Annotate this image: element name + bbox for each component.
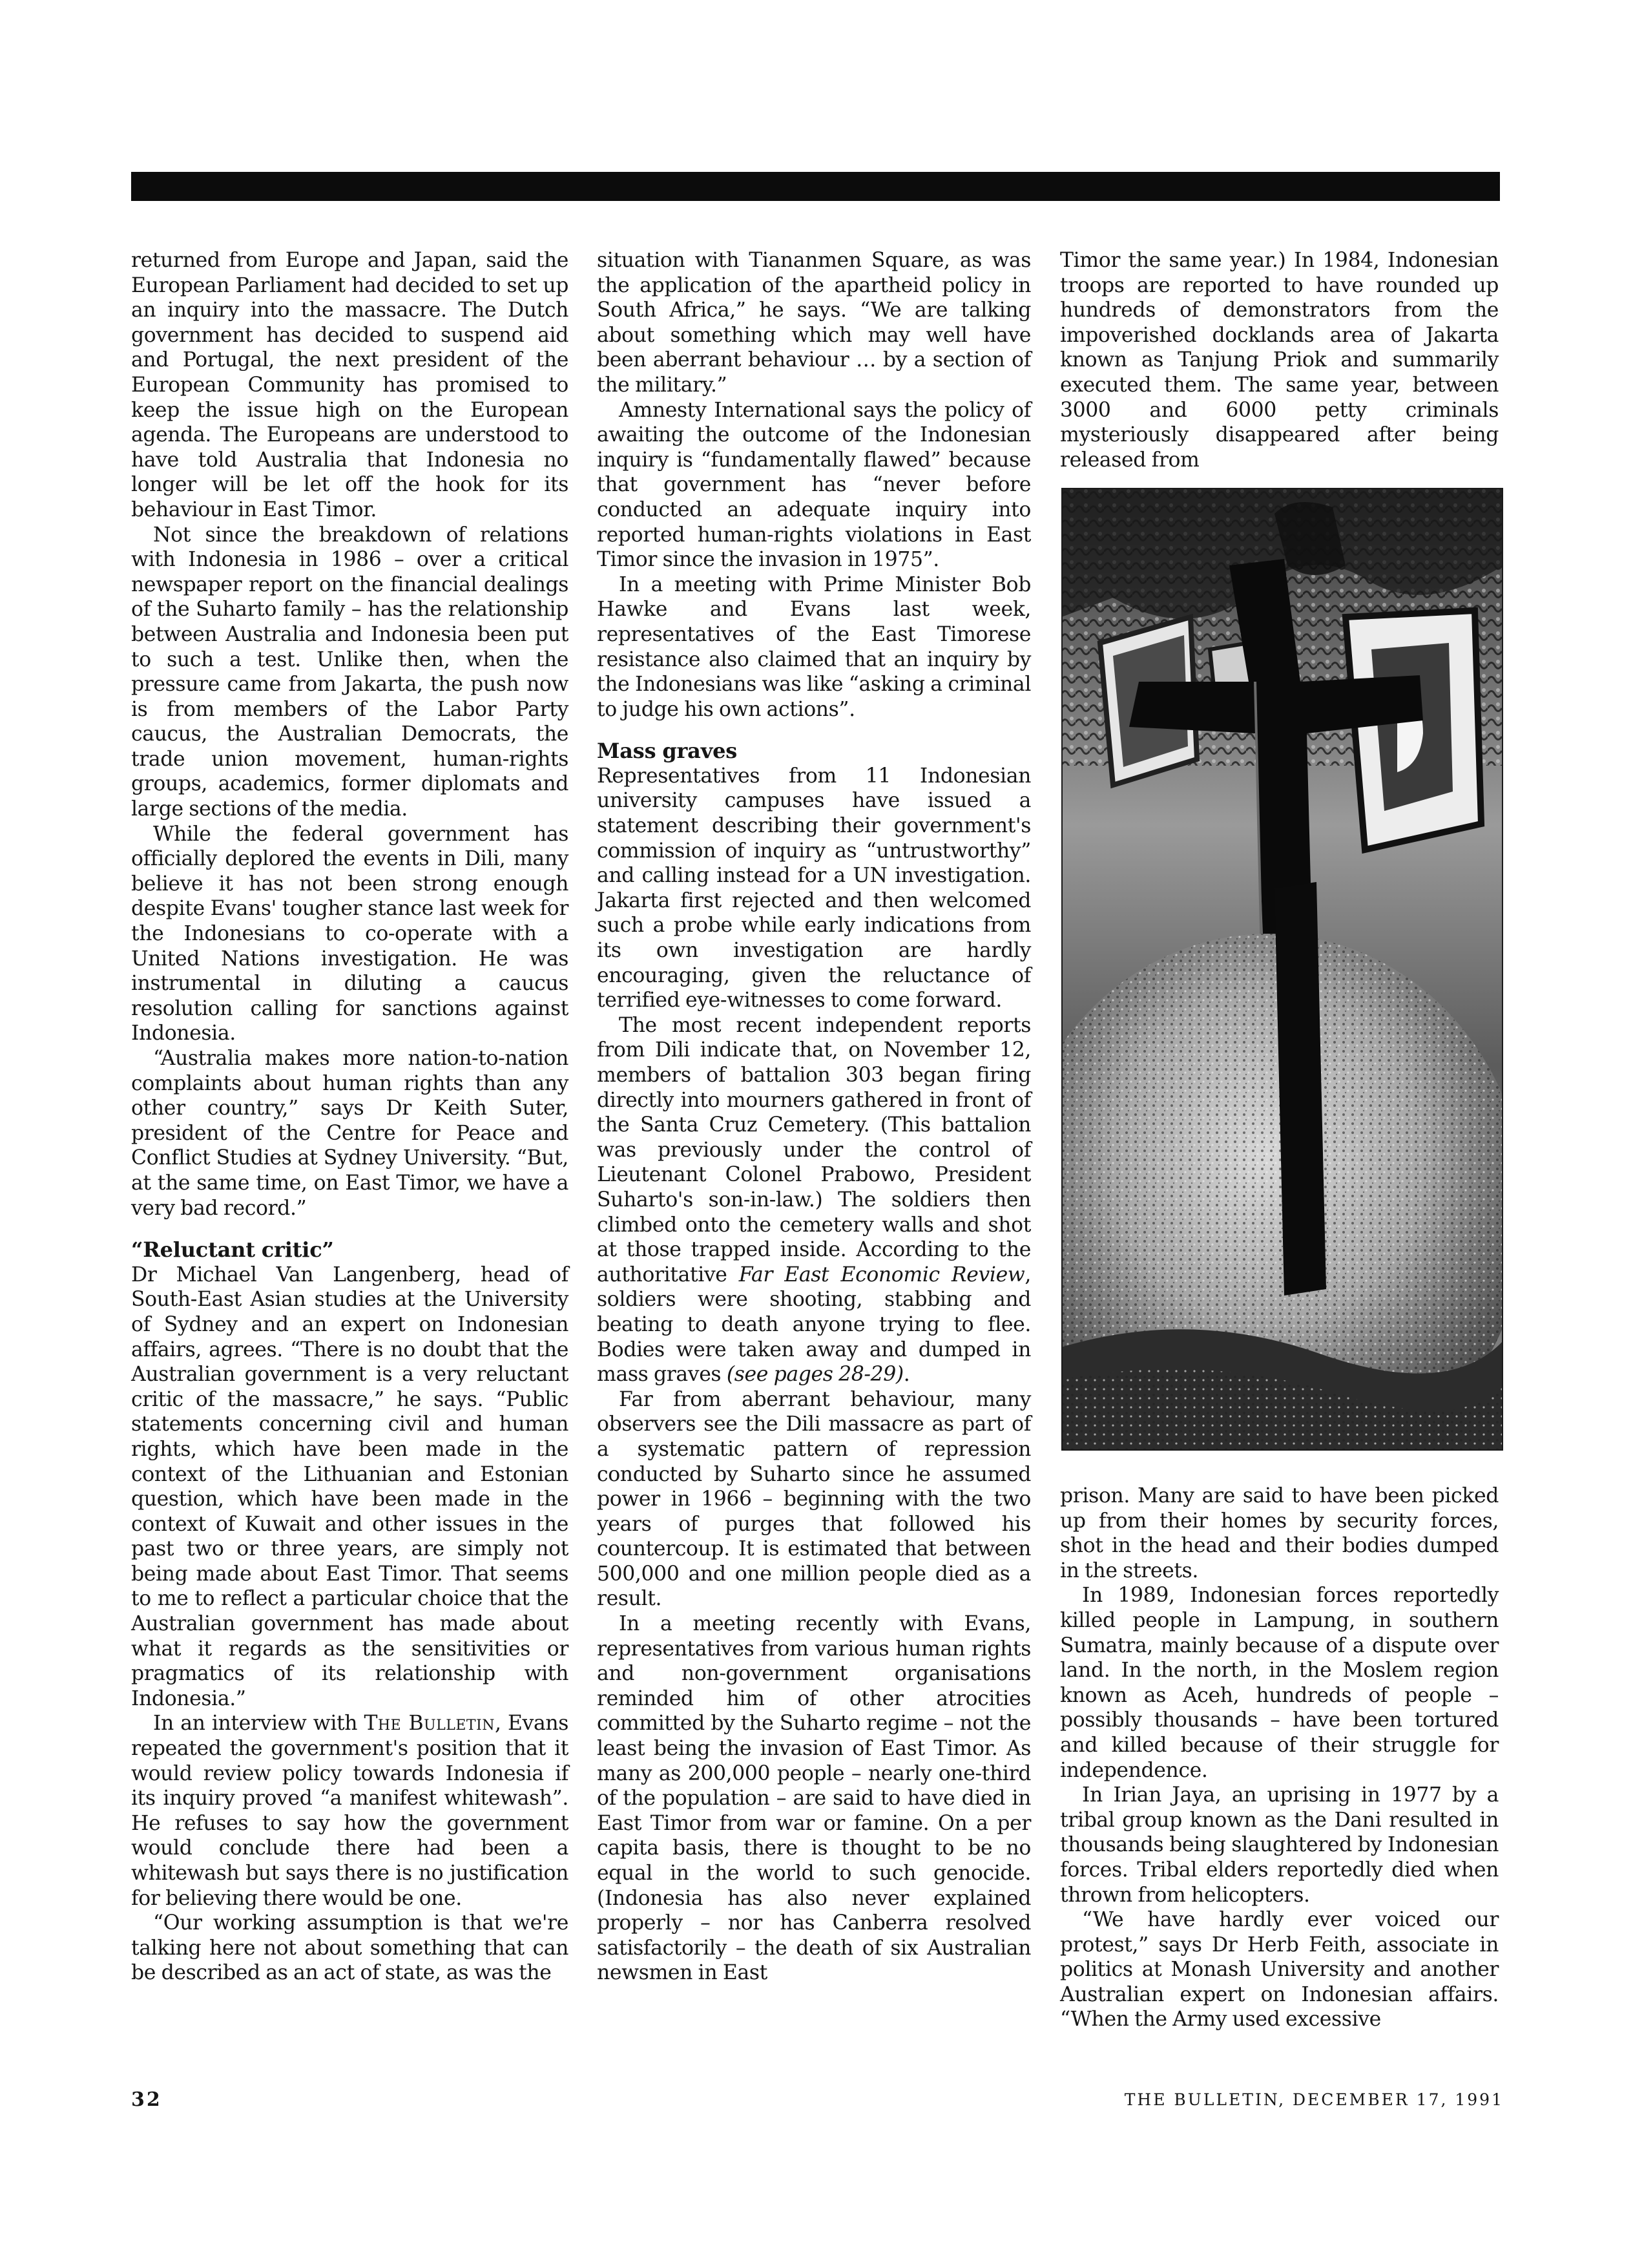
page-reference: (see pages 28-29) xyxy=(726,1363,904,1387)
paragraph: While the federal government has officially deplored the events in Dili, many believe it has not been strong enough despite Evans' tougher stance last week for the Indonesians to co-operate with a United Nations investigation. He was instrumental in diluting a caucus resolution calling for sanctions against Indonesia. xyxy=(131,822,568,1045)
paragraph: In Irian Jaya, an uprising in 1977 by a tribal group known as the Dani resulted in thousands being slaughtered by Indonesian forces. Tribal elders reportedly died when thrown from helicopters. xyxy=(1060,1783,1499,1907)
header-rule xyxy=(131,172,1500,201)
paragraph: Amnesty International says the policy of awaiting the outcome of the Indonesian inquiry is “fundamentally flawed” because that government has “never before conducted an adequate inquiry into reported human-rights violations in East Timor since the invasion in 1975”. xyxy=(597,398,1031,572)
article-column-3-top xyxy=(1060,248,1499,472)
paragraph: Timor the same year.) In 1984, Indonesian troops are reported to have rounded up hundreds of demonstrators from the impoverished docklands area of Jakarta known as Tanjung Priok and summarily executed them. The same year, between 3000 and 6000 petty criminals mysteriously disappeared after being released from xyxy=(1060,249,1499,472)
text-run: , Evans repeated the government's position that it would review policy towards Indonesia if its inquiry proved “a manifest whitewash”. He refuses to say how the government would conclude there had been a whitewash but says there is no justification for believing there would be one. xyxy=(131,1712,568,1910)
paragraph xyxy=(597,1013,1031,1387)
paragraph: “Australia makes more nation-to-nation complaints about human rights than any other country,” says Dr Keith Suter, president of the Centre for Peace and Conflict Studies at Sydney University. “But, at the same time, on East Timor, we have a very bad record.” xyxy=(131,1047,568,1220)
magazine-name: The Bulletin xyxy=(364,1712,495,1736)
paragraph: Dr Michael Van Langenberg, head of South-East Asian studies at the University of Sydney and an expert on Indonesian affairs, agrees. “There is no doubt that the Australian government is a very reluctant critic of the massacre,” he says. “Public statements concerning civil and human rights, which have been made in the context of the Lithuanian and Estonian question, which have been made in the context of Kuwait and other issues in the past two or three years, are simply not being made about East Timor. That seems to me to reflect a particular choice that the Australian government has made about what it regards as the sensitivities or pragmatics of its relationship with Indonesia.” xyxy=(131,1263,568,1710)
text-run: In an interview with xyxy=(153,1712,364,1736)
paragraph: Far from aberrant behaviour, many observers see the Dili massacre as part of a systematic pattern of repression conducted by Suharto since he assumed power in 1966 – beginning with the two years of purges that followed his countercoup. It is estimated that between 500,000 and one million people died as a result. xyxy=(597,1387,1031,1611)
running-footer: THE BULLETIN, DECEMBER 17, 1991 xyxy=(1124,2090,1504,2109)
article-column-3-bottom xyxy=(1060,1484,1499,2032)
paragraph: In 1989, Indonesian forces reportedly killed people in Lampung, in southern Sumatra, mainly because of a dispute over land. In the north, in the Moslem region known as Aceh, hundreds of people – possibly thousands – have been tortured and killed because of their struggle for independence. xyxy=(1060,1584,1499,1782)
article-column-2 xyxy=(597,248,1031,1986)
text-run: . xyxy=(903,1363,910,1387)
paragraph: prison. Many are said to have been picked up from their homes by security forces, shot in the head and their bodies dumped in the streets. xyxy=(1060,1484,1499,1582)
paragraph: In a meeting with Prime Minister Bob Hawke and Evans last week, representatives of the East Timorese resistance also claimed that an inquiry by the Indonesians was like “asking a criminal to judge his own actions”. xyxy=(597,572,1031,721)
paragraph: “Our working assumption is that we're talking here not about something that can be described as an act of state, as was the xyxy=(131,1911,568,1985)
cemetery-photo xyxy=(1061,488,1503,1451)
cemetery-cross-icon xyxy=(1061,488,1503,1451)
page-number: 32 xyxy=(131,2088,162,2111)
paragraph: returned from Europe and Japan, said the European Parliament had decided to set up an inquiry into the massacre. The Dutch government has decided to suspend aid and Portugal, the next president of the European Community has promised to keep the issue high on the European agenda. The Europeans are understood to have told Australia that Indonesia no longer will be let off the hook for its behaviour in East Timor. xyxy=(131,249,568,521)
publication-name: Far East Economic Review xyxy=(738,1263,1025,1286)
paragraph: “We have hardly ever voiced our protest,” says Dr Herb Feith, associate in politics at Monash University and another Australian expert on Indonesian affairs. “When the Army used excessive xyxy=(1060,1908,1499,2032)
paragraph: Representatives from 11 Indonesian university campuses have issued a statement describing their government's commission of inquiry as “untrustworthy” and calling instead for a UN investigation. Jakarta first rejected and then welcomed such a probe while early indications from its own investigation are hardly encouraging, given the reluctance of terrified eye-witnesses to come forward. xyxy=(597,764,1031,1013)
text-run: The most recent independent reports from Dili indicate that, on November 12, members of battalion 303 began firing directly into mourners gathered in front of the Santa Cruz Cemetery. (This battalion was previously under the control of Lieutenant Colonel Prabowo, President Suharto's son-in-law.) The soldiers then climbed onto the cemetery walls and shot at those trapped inside. According to the authoritative xyxy=(597,1013,1031,1286)
paragraph xyxy=(131,1711,568,1911)
paragraph: Not since the breakdown of relations with Indonesia in 1986 – over a critical newspaper report on the financial dealings of the Suharto family – has the relationship between Australia and Indonesia been put to such a test. Unlike then, when the pressure came from Jakarta, the push now is from members of the Labor Party caucus, the Australian Democrats, the trade union movement, human-rights groups, academics, former diplomats and large sections of the media. xyxy=(131,523,568,821)
text-run: , soldiers were shooting, stabbing and beating to death anyone trying to flee. Bodies were taken away and dumped in mass graves xyxy=(597,1263,1031,1387)
article-column-1 xyxy=(131,248,568,1986)
paragraph: In a meeting recently with Evans, representatives from various human rights and non-government organisations reminded him of other atrocities committed by the Suharto regime – not the least being the invasion of East Timor. As many as 200,000 people – nearly one-third of the population – are said to have died in East Timor from war or famine. On a per capita basis, there is thought to be no equal in the world to such genocide. (Indonesia has also never explained properly – nor has Canberra resolved satisfactorily – the death of six Australian newsmen in East xyxy=(597,1612,1031,1985)
paragraph: situation with Tiananmen Square, as was the application of the apartheid policy in South Africa,” he says. “We are talking about something which may well have been aberrant behaviour … by a section of the military.” xyxy=(597,249,1031,397)
subheading-mass-graves: Mass graves xyxy=(597,739,738,764)
subheading-reluctant-critic: “Reluctant critic” xyxy=(131,1237,334,1263)
